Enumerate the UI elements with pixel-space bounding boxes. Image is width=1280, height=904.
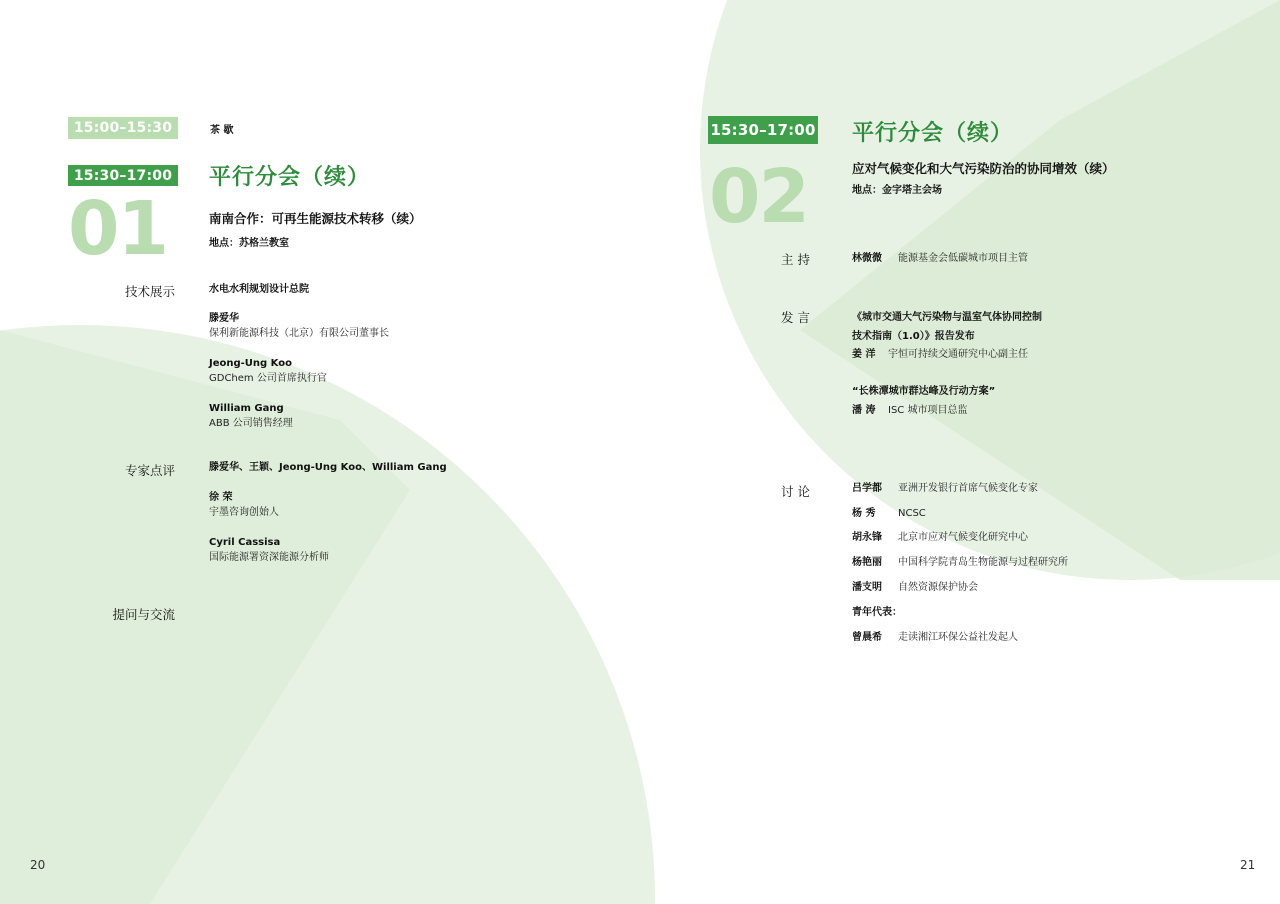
panelist-title: 北京市应对气候变化研究中心 bbox=[898, 532, 1028, 543]
showcase-label: 技术展示 bbox=[124, 284, 175, 299]
panelist-row bbox=[852, 506, 926, 521]
speaker-row bbox=[852, 403, 995, 418]
panelist-title: 亚洲开发银行首席气候变化专家 bbox=[898, 483, 1038, 494]
entry-name: 徐 荣 bbox=[209, 492, 233, 503]
entry-name: 滕爱华、王颖、Jeong-Ung Koo、William Gang bbox=[209, 462, 447, 473]
entry-title: ABB 公司销售经理 bbox=[209, 418, 293, 429]
left-session-subtitle: 南南合作：可再生能源技术转移（续） bbox=[209, 211, 422, 226]
panelist-title: 中国科学院青岛生物能源与过程研究所 bbox=[898, 557, 1068, 568]
speaker-name: 潘 涛 bbox=[852, 405, 876, 416]
youth-title: 走读湘江环保公益社发起人 bbox=[898, 632, 1018, 643]
left-session-time-badge: 15:30–17:00 bbox=[68, 165, 178, 186]
left-page-number: 20 bbox=[30, 858, 46, 872]
panelist-name: 潘支明 bbox=[852, 582, 882, 593]
report-title-line1: “长株潭城市群达峰及行动方案” bbox=[852, 386, 996, 397]
host-title: 能源基金会低碳城市项目主管 bbox=[898, 253, 1028, 264]
panelist-name: 吕学都 bbox=[852, 483, 882, 494]
entry-title: 国际能源署资深能源分析师 bbox=[209, 552, 329, 563]
speaker-row bbox=[852, 347, 1042, 362]
speaker-title: ISC 城市项目总监 bbox=[888, 405, 968, 416]
entry-name: Jeong-Ung Koo bbox=[209, 358, 292, 369]
left-session-title: 平行分会（续） bbox=[209, 165, 371, 190]
panelist-row bbox=[852, 630, 1018, 645]
review-entry bbox=[209, 490, 279, 520]
right-session-time-badge: 15:30–17:00 bbox=[708, 116, 818, 144]
report-title-line2: 技术指南（1.0）》报告发布 bbox=[852, 331, 975, 342]
review-entry bbox=[209, 460, 447, 475]
panelist-name: 胡永锋 bbox=[852, 532, 882, 543]
speech-item bbox=[852, 384, 995, 418]
panelist-title: NCSC bbox=[898, 508, 926, 519]
right-session-number: 02 bbox=[709, 154, 808, 240]
entry-name: Cyril Cassisa bbox=[209, 537, 281, 548]
panelist-row bbox=[852, 481, 1038, 496]
review-entry bbox=[209, 535, 329, 565]
entry-title: GDChem 公司首席执行官 bbox=[209, 373, 327, 384]
right-session-subtitle: 应对气候变化和大气污染防治的协同增效（续） bbox=[852, 161, 1115, 176]
qa-label: 提问与交流 bbox=[112, 607, 175, 622]
tea-break-time-badge: 15:00–15:30 bbox=[68, 117, 178, 139]
host-name: 林微微 bbox=[852, 253, 882, 264]
showcase-entry bbox=[209, 401, 293, 431]
right-page-number: 21 bbox=[1240, 858, 1256, 872]
speaker-name: 姜 洋 bbox=[852, 349, 876, 360]
panelist-row bbox=[852, 530, 1028, 545]
entry-name: 水电水利规划设计总院 bbox=[209, 284, 309, 295]
panelist-row bbox=[852, 580, 978, 595]
host-label: 主 持 bbox=[781, 252, 810, 267]
speech-item bbox=[852, 310, 1042, 362]
showcase-entry bbox=[209, 356, 327, 386]
panelist-name: 杨 秀 bbox=[852, 508, 876, 519]
discussion-label: 讨 论 bbox=[781, 484, 810, 499]
showcase-entry bbox=[209, 311, 389, 341]
entry-name: William Gang bbox=[209, 403, 284, 414]
youth-name: 曾晨希 bbox=[852, 632, 882, 643]
panelist-row bbox=[852, 555, 1068, 570]
host-row bbox=[852, 251, 1028, 266]
speaker-title: 宇恒可持续交通研究中心副主任 bbox=[888, 349, 1028, 360]
entry-name: 滕爱华 bbox=[209, 313, 239, 324]
panelist-name: 杨艳丽 bbox=[852, 557, 882, 568]
speech-label: 发 言 bbox=[781, 310, 810, 325]
left-session-venue: 地点：苏格兰教室 bbox=[209, 238, 289, 249]
tea-break-label: 茶 歇 bbox=[210, 125, 234, 136]
entry-title: 保利新能源科技（北京）有限公司董事长 bbox=[209, 328, 389, 339]
entry-title: 宇墨咨询创始人 bbox=[209, 507, 279, 518]
panelist-title: 自然资源保护协会 bbox=[898, 582, 978, 593]
right-session-title: 平行分会（续） bbox=[852, 121, 1014, 146]
left-session-number: 01 bbox=[68, 186, 167, 272]
showcase-entry bbox=[209, 282, 309, 297]
report-title-line1: 《城市交通大气污染物与温室气体协同控制 bbox=[852, 312, 1042, 323]
review-label: 专家点评 bbox=[124, 463, 175, 478]
right-session-venue: 地点：金字塔主会场 bbox=[852, 185, 942, 196]
youth-rep-label: 青年代表： bbox=[852, 607, 902, 618]
